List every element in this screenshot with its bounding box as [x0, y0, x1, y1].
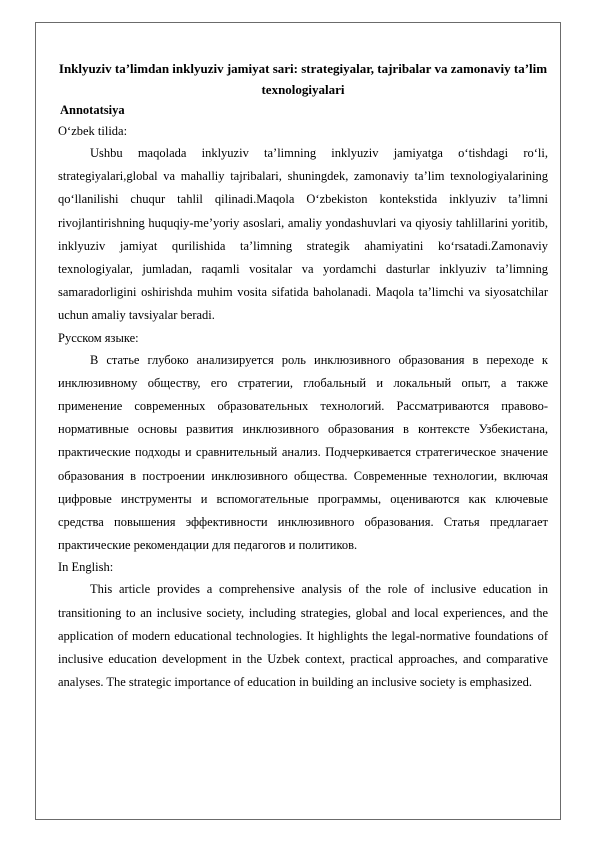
uzbek-abstract: Ushbu maqolada inklyuziv ta’limning inklyuziv jamiyatga o‘tishdagi ro‘li, strategiyalari,global va mahalliy tajribalari, shuningdek, zamonaviy ta’lim texnologiyalarining qo‘llanilishi chuqur tahlil qilinadi.Maqola O‘zbekiston kontekstida inklyuziv ta’limni rivojlantirishning huquqiy-me’yoriy asoslari, amaliy yondashuvlari va qiyosiy tahlillarini yoritib, inklyuziv jamiyat qurilishida ta’limning strategik ahamiyatini ko‘rsatadi.Zamonaviy texnologiyalar, jumladan, raqamli vositalar va yordamchi dasturlar inklyuziv ta’limning samaradorligini oshirishda muhim vosita sifatida baholanadi. Maqola ta’limchi va siyosatchilar uchun amaliy tavsiyalar beradi. [58, 146, 548, 323]
russian-label: Русском языке: [58, 330, 139, 345]
annotation-heading: Annotatsiya [60, 103, 125, 117]
uzbek-label: O‘zbek tilida: [58, 124, 128, 138]
paper-title: Inklyuziv ta’limdan inklyuziv jamiyat sari: strategiyalar, tajribalar va zamonaviy ta’lim texnologiyalari [58, 61, 548, 97]
russian-abstract: В статье глубоко анализируется роль инклюзивного образования в переходе к инклюзивному обществу, его стратегии, глобальный и локальный опыт, а также применение современных образовательных технологий. Рассматриваются правово-нормативные основы развития инклюзивного образования в контексте Узбекистана, практические подходы и сравнительный анализ. Подчеркивается стратегическое значение образования в построении инклюзивного общества. Современные технологии, включая цифровые инструменты и вспомогательные программы, оцениваются как ключевые средства повышения эффективности инклюзивного образования. Статья предлагает практические рекомендации для педагогов и политиков. [58, 352, 548, 553]
document-body [58, 58, 548, 694]
english-abstract: This article provides a comprehensive analysis of the role of inclusive education in transitioning to an inclusive society, including strategies, global and local experiences, and the application of modern educational technologies. It highlights the legal-normative foundations of inclusive education development in the Uzbek context, practical approaches, and comparative analyses. The strategic importance of education in building an inclusive society is emphasized. [58, 582, 548, 690]
english-label: In English: [58, 560, 114, 575]
